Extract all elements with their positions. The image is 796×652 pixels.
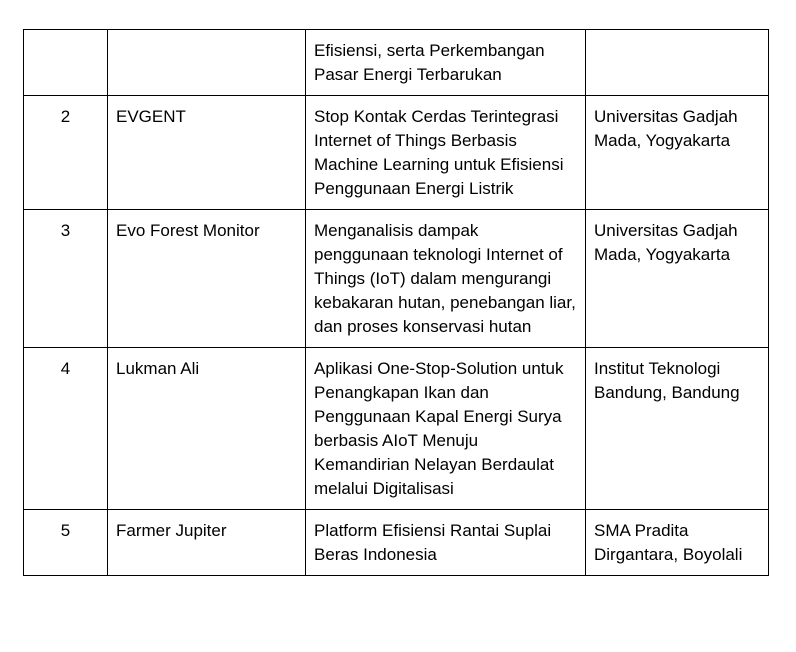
institution: SMA Pradita Dirgantara, Boyolali — [586, 510, 769, 576]
row-number: 4 — [24, 348, 108, 510]
table-row — [24, 96, 769, 210]
row-number — [24, 30, 108, 96]
project-title: Aplikasi One-Stop-Solution untuk Penangkapan Ikan dan Penggunaan Kapal Energi Surya berbasis AIoT Menuju Kemandirian Nelayan Berdaulat melalui Digitalisasi — [306, 348, 586, 510]
institution: Universitas Gadjah Mada, Yogyakarta — [586, 210, 769, 348]
institution: Institut Teknologi Bandung, Bandung — [586, 348, 769, 510]
team-name: Farmer Jupiter — [108, 510, 306, 576]
team-name: EVGENT — [108, 96, 306, 210]
row-number: 2 — [24, 96, 108, 210]
table-row — [24, 210, 769, 348]
team-name — [108, 30, 306, 96]
row-number: 5 — [24, 510, 108, 576]
row-number: 3 — [24, 210, 108, 348]
project-title: Menganalisis dampak penggunaan teknologi Internet of Things (IoT) dalam mengurangi kebakaran hutan, penebangan liar, dan proses konservasi hutan — [306, 210, 586, 348]
participants-table — [23, 29, 769, 576]
team-name: Evo Forest Monitor — [108, 210, 306, 348]
institution: Universitas Gadjah Mada, Yogyakarta — [586, 96, 769, 210]
project-title: Stop Kontak Cerdas Terintegrasi Internet of Things Berbasis Machine Learning untuk Efisiensi Penggunaan Energi Listrik — [306, 96, 586, 210]
table-row — [24, 30, 769, 96]
project-title: Platform Efisiensi Rantai Suplai Beras Indonesia — [306, 510, 586, 576]
table-row — [24, 348, 769, 510]
institution — [586, 30, 769, 96]
team-name: Lukman Ali — [108, 348, 306, 510]
project-title: Efisiensi, serta Perkembangan Pasar Energi Terbarukan — [306, 30, 586, 96]
table-row — [24, 510, 769, 576]
